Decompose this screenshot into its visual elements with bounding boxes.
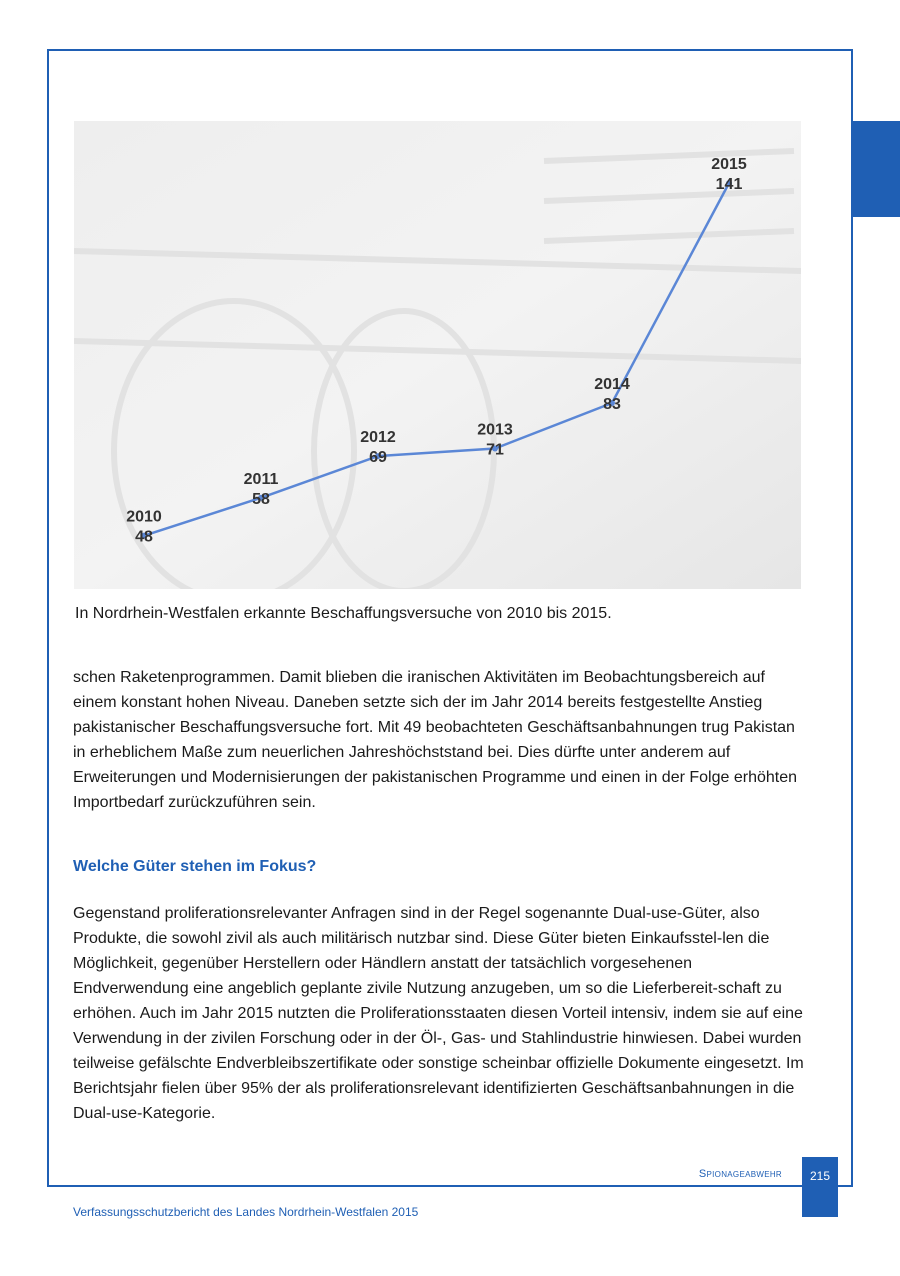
point-value-label: 69 bbox=[369, 449, 387, 467]
chart bbox=[74, 121, 801, 589]
point-value-label: 71 bbox=[486, 441, 504, 459]
section-heading: Welche Güter stehen im Fokus? bbox=[73, 858, 317, 875]
point-value-label: 83 bbox=[603, 395, 621, 413]
section-label: Spionageabwehr bbox=[698, 1168, 782, 1180]
paragraph-1: schen Raketenprogrammen. Damit blieben die iranischen Aktivitäten im Beobachtungsbereich auf einem konstant hohen Niveau. Daneben setzte sich der im Jahr 2014 bereits festgestellte Anstieg pakistanischer Beschaffungsversuche fort. Mit 49 beobachteten Geschäftsanbahnungen trug Pakistan in erheblichem Maße zum neuerlichen Jahreshöchststand bei. Dies dürfte unter anderem auf Erweiterungen und Modernisierungen der pakistanischen Programme und einen in der Folge erhöhten Importbedarf zurückzuführen sein. bbox=[73, 669, 797, 811]
point-year-label: 2010 bbox=[126, 508, 162, 526]
line-chart-svg bbox=[74, 121, 801, 589]
page-number: 215 bbox=[802, 1157, 838, 1217]
paragraph-2: Gegenstand proliferationsrelevanter Anfragen sind in der Regel sogenannte Dual-use-Güter, also Produkte, die sowohl zivil als auch militärisch nutzbar sind. Diese Güter bieten Einkaufsstel-len die Möglichkeit, gegenüber Herstellern oder Händlern anstatt der tatsächlich vorgesehenen Endverwendung eine angeblich geplante zivile Nutzung anzugeben, um so die Lieferbereit-schaft zu erhöhen. Auch im Jahr 2015 nutzten die Proliferationsstaaten diesen Vorteil intensiv, indem sie auf eine Verwendung in der zivilen Forschung oder in der Öl-, Gas- und Stahlindustrie hinwiesen. Dabei wurden teilweise gefälschte Endverbleibszertifikate oder sonstige scheinbar offizielle Dokumente eingesetzt. Im Berichtsjahr fielen über 95% der als proliferationsrelevant identifizierten Geschäftsanbahnungen in die Dual-use-Kategorie. bbox=[73, 905, 804, 1122]
point-year-label: 2012 bbox=[360, 429, 396, 447]
point-value-label: 141 bbox=[715, 176, 743, 194]
point-value-label: 58 bbox=[252, 490, 270, 508]
point-year-label: 2011 bbox=[243, 470, 279, 488]
footer-text: Verfassungsschutzbericht des Landes Nordrhein-Westfalen 2015 bbox=[73, 1205, 419, 1219]
chart-caption: In Nordrhein-Westfalen erkannte Beschaffungsversuche von 2010 bis 2015. bbox=[75, 605, 612, 622]
point-year-label: 2013 bbox=[477, 421, 513, 439]
point-year-label: 2015 bbox=[711, 156, 747, 174]
chapter-tab bbox=[853, 121, 900, 217]
point-year-label: 2014 bbox=[594, 375, 630, 393]
point-value-label: 48 bbox=[135, 528, 153, 546]
